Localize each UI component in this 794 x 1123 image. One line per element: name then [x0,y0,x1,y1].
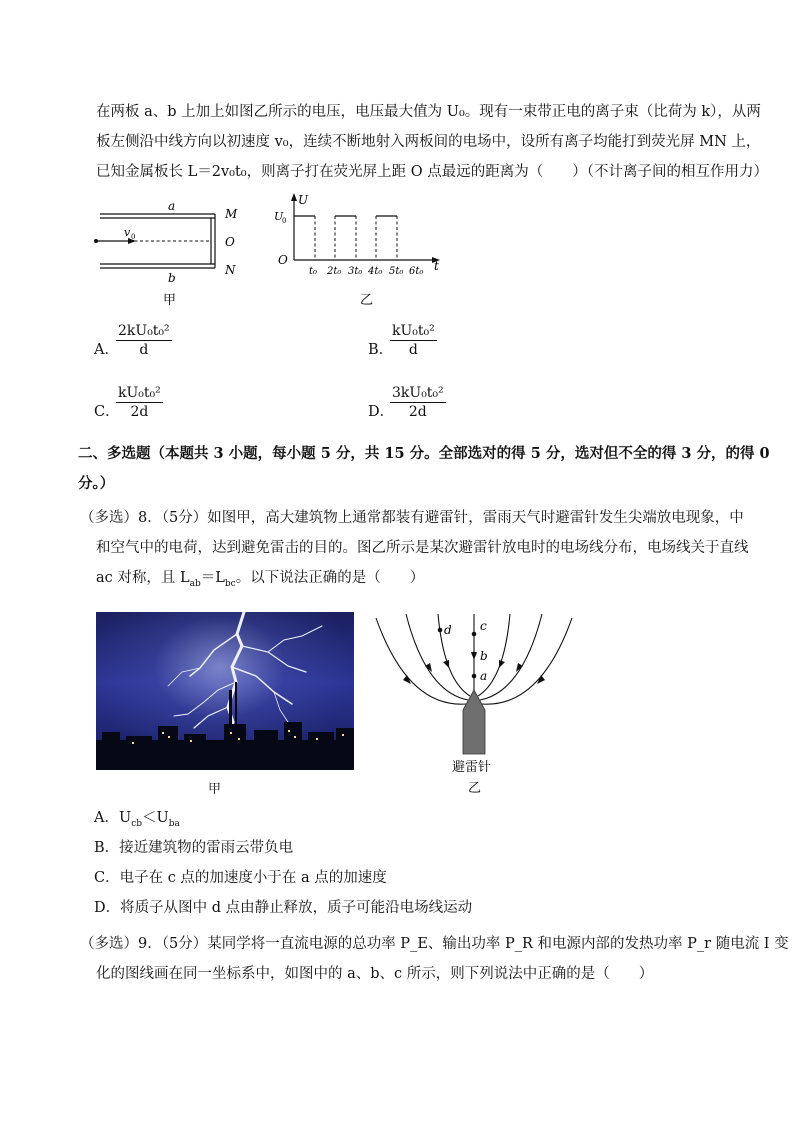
label-b: b [168,271,176,285]
q9-line-2: 化的图线画在同一坐标系中，如图中的 a、b、c 所示，则下列说法中正确的是（ ） [96,966,654,982]
label-b: b [480,649,488,663]
q7-option-c-fraction[interactable] [116,384,163,421]
q8-figure-yi [368,608,578,800]
q8-option-d[interactable]: D．将质子从图中 d 点由静止释放，质子可能沿电场线运动 [94,900,473,916]
label-v: v [124,226,131,239]
caption-jia: 甲 [163,293,177,308]
section-2-heading-line-2: 分。） [78,475,115,492]
voltage-waveform [294,216,397,260]
q7-option-b-fraction[interactable] [390,322,437,359]
lightning-photo [96,612,354,770]
caption-yi: 乙 [360,293,374,308]
tick-2t0: 2t₀ [327,266,342,277]
q8-line-3-part-a: ac 对称，且 L [96,570,190,586]
lightning-bolt [168,612,322,740]
label-a: a [168,199,176,213]
q8-option-b[interactable]: B．接近建筑物的雷雨云带负电 [94,840,294,856]
plate-b [100,264,215,268]
q7-option-c-denominator: 2d [130,404,149,420]
q7-option-a-denominator: d [139,342,149,358]
section-2-heading-line-1: 二、多选题（本题共 3 小题，每小题 5 分，共 15 分。全部选对的得 5 分，选对但不全的得 3 分，的得 0 [78,445,770,462]
tick-4t0: 4t₀ [368,266,383,277]
q7-option-c-numerator: kU₀t₀² [118,385,161,401]
q8-option-a-sub-ba: ba [168,818,180,829]
q7-figure-yi [268,190,448,310]
label-u0: U [274,210,284,223]
q8-line-1: （多选）8．（5分）如图甲，高大建筑物上通常都装有避雷针，雷雨天气时避雷针发生尖端放电现象，中 [80,510,744,526]
time-ticks [309,266,423,277]
q7-option-a-fraction[interactable] [116,322,172,359]
photo-caption-jia: 甲 [208,782,222,797]
label-v-sub: 0 [131,233,136,241]
q7-figure-jia [90,198,250,310]
tick-3t0: 3t₀ [348,266,363,277]
q7-option-d-denominator: 2d [408,404,427,420]
label-a: a [480,669,488,683]
tick-t0: t₀ [309,266,318,277]
label-n: N [225,263,236,277]
q8-line-3-part-b: ＝L [200,570,225,586]
q8-option-a-sub-cb: cb [131,818,143,829]
q8-sub-ab: ab [189,578,201,589]
tick-5t0: 5t₀ [389,266,404,277]
q7-option-c-letter[interactable]: C． [94,404,120,420]
screen-mn [211,214,215,268]
q8-sub-bc: bc [224,578,236,589]
rod-label: 避雷针 [452,760,492,775]
q7-line-1: 在两板 a、b 上加上如图乙所示的电压，电压最大值为 U₀。现有一束带正电的离子束（比荷为 k），从两 [96,104,761,120]
q7-line-2: 板左侧沿中线方向以初速度 v₀，连续不断地射入两板间的电场中，设所有离子均能打到荧光屏 MN 上， [96,134,761,150]
q7-line-3: 已知金属板长 L＝2v₀t₀，则离子打在荧光屏上距 O 点最远的距离为（ ）（不计离子间的相互作用力） [96,164,768,180]
q7-option-d-letter[interactable]: D． [368,404,395,420]
label-u0-sub: 0 [282,217,287,225]
q7-option-b-numerator: kU₀t₀² [392,323,435,339]
y-axis-arrow [291,193,297,201]
q8-option-a[interactable] [94,808,180,834]
label-u: U [298,193,309,207]
label-c: c [480,619,487,633]
q8-line-2: 和空气中的电荷，达到避免雷击的目的。图乙所示是某次避雷针放电时的电场线分布，电场线关于直线 [96,540,749,556]
q8-option-a-mid: ＜U [142,810,169,826]
tick-6t0: 6t₀ [409,266,424,277]
q7-option-a-letter[interactable]: A． [94,342,119,358]
caption-yi: 乙 [468,781,482,796]
q8-option-c[interactable]: C．电子在 c 点的加速度小于在 a 点的加速度 [94,870,387,886]
q9-line-1: （多选）9．（5分）某同学将一直流电源的总功率 P_E、输出功率 P_R 和电源内部的发热功率 P_r 随电流 I 变 [80,936,789,952]
q8-line-3 [96,568,424,594]
q7-option-d-numerator: 3kU₀t₀² [392,385,444,401]
q7-option-b-letter[interactable]: B． [368,342,394,358]
label-origin: O [278,253,288,267]
plate-a [100,214,215,218]
q7-option-d-fraction[interactable] [390,384,446,421]
label-m: M [225,207,238,221]
q7-option-b-denominator: d [408,342,418,358]
city-skyline [96,682,354,770]
label-t: t [434,259,439,273]
q7-option-a-numerator: 2kU₀t₀² [118,323,170,339]
q8-line-3-part-c: 。以下说法正确的是（ ） [235,570,425,586]
label-o: O [225,235,235,249]
label-d: d [444,623,452,637]
q8-option-a-pre: A．U [94,810,132,826]
